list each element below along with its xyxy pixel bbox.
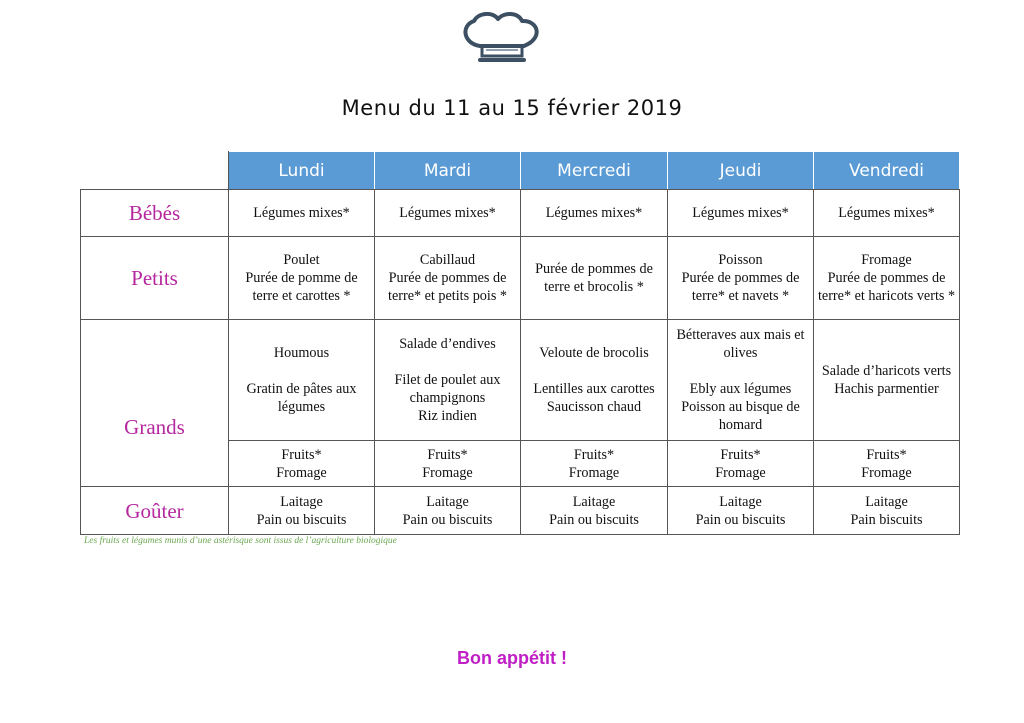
cell-dessert-mardi: Fruits* Fromage bbox=[375, 441, 521, 487]
cell-grands-vendredi: Salade d’haricots verts Hachis parmentier bbox=[814, 320, 960, 441]
day-header-jeudi: Jeudi bbox=[668, 152, 814, 190]
cell-petits-vendredi: Fromage Purée de pommes de terre* et haricots verts * bbox=[814, 237, 960, 320]
cell-dessert-jeudi: Fruits* Fromage bbox=[668, 441, 814, 487]
cell-grands-lundi: Houmous Gratin de pâtes aux légumes bbox=[229, 320, 375, 441]
day-header-vendredi: Vendredi bbox=[814, 152, 960, 190]
cell-bebes-vendredi: Légumes mixes* bbox=[814, 190, 960, 237]
row-bebes bbox=[81, 190, 960, 237]
row-label-bebes: Bébés bbox=[81, 190, 229, 237]
menu-table bbox=[80, 151, 960, 535]
table-corner bbox=[81, 152, 229, 190]
cell-gouter-lundi: Laitage Pain ou biscuits bbox=[229, 487, 375, 535]
cell-bebes-mardi: Légumes mixes* bbox=[375, 190, 521, 237]
cell-dessert-vendredi: Fruits* Fromage bbox=[814, 441, 960, 487]
cell-gouter-mercredi: Laitage Pain ou biscuits bbox=[521, 487, 668, 535]
row-label-petits: Petits bbox=[81, 237, 229, 320]
cell-grands-mardi: Salade d’endives Filet de poulet aux champignons Riz indien bbox=[375, 320, 521, 441]
row-grands bbox=[81, 320, 960, 441]
cell-dessert-mercredi: Fruits* Fromage bbox=[521, 441, 668, 487]
day-header-mercredi: Mercredi bbox=[521, 152, 668, 190]
day-header-lundi: Lundi bbox=[229, 152, 375, 190]
day-header-row bbox=[81, 152, 960, 190]
cell-gouter-jeudi: Laitage Pain ou biscuits bbox=[668, 487, 814, 535]
cell-petits-mardi: Cabillaud Purée de pommes de terre* et petits pois * bbox=[375, 237, 521, 320]
row-petits bbox=[81, 237, 960, 320]
cell-dessert-lundi: Fruits* Fromage bbox=[229, 441, 375, 487]
cell-bebes-mercredi: Légumes mixes* bbox=[521, 190, 668, 237]
cell-grands-jeudi: Bétteraves aux mais et olives Ebly aux légumes Poisson au bisque de homard bbox=[668, 320, 814, 441]
day-header-mardi: Mardi bbox=[375, 152, 521, 190]
organic-footnote: Les fruits et légumes munis d’une astérisque sont issus de l’agriculture biologique bbox=[84, 536, 397, 546]
page-title: Menu du 11 au 15 février 2019 bbox=[341, 96, 683, 120]
cell-petits-jeudi: Poisson Purée de pommes de terre* et navets * bbox=[668, 237, 814, 320]
cell-gouter-vendredi: Laitage Pain biscuits bbox=[814, 487, 960, 535]
closing-message: Bon appétit ! bbox=[457, 648, 567, 668]
cell-gouter-mardi: Laitage Pain ou biscuits bbox=[375, 487, 521, 535]
cell-petits-lundi: Poulet Purée de pomme de terre et carottes * bbox=[229, 237, 375, 320]
row-label-grands: Grands bbox=[81, 320, 229, 487]
row-gouter bbox=[81, 487, 960, 535]
cell-petits-mercredi: Purée de pommes de terre et brocolis * bbox=[521, 237, 668, 320]
row-label-gouter: Goûter bbox=[81, 487, 229, 535]
chef-hat-icon bbox=[458, 12, 544, 64]
cell-bebes-jeudi: Légumes mixes* bbox=[668, 190, 814, 237]
cell-bebes-lundi: Légumes mixes* bbox=[229, 190, 375, 237]
cell-grands-mercredi: Veloute de brocolis Lentilles aux carottes Saucisson chaud bbox=[521, 320, 668, 441]
